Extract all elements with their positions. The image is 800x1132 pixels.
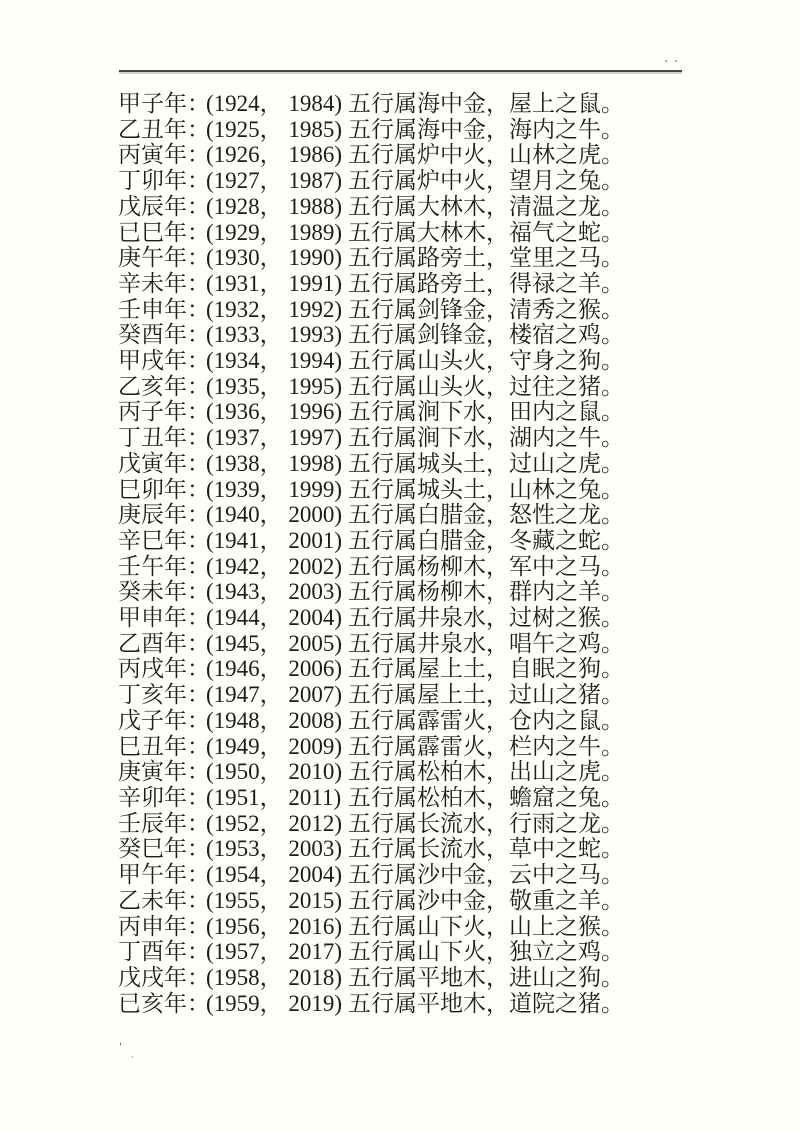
element-animal-description: 五行属涧下水，湖内之牛。 (348, 425, 624, 451)
element-animal-description: 五行属平地木，进山之狗。 (348, 964, 624, 990)
corner-dots: .. (663, 52, 683, 65)
ganzhi-year-label: 丙寅年： (118, 142, 210, 168)
ganzhi-year-label: 甲子年： (118, 91, 210, 116)
element-animal-description: 五行属山头火，过往之猪。 (348, 373, 624, 399)
gregorian-years-value: (1955， 2015) (206, 887, 343, 913)
element-animal-description: 五行属涧下水，田内之鼠。 (348, 399, 624, 425)
table-row (118, 811, 718, 837)
element-animal-description: 五行属剑锋金，清秀之猴。 (348, 296, 624, 322)
gregorian-years-value: (1934， 1994) (206, 348, 343, 374)
table-row (118, 656, 718, 682)
gregorian-years-value: (1948， 2008) (206, 707, 343, 733)
table-row (118, 759, 718, 785)
table-row (118, 682, 718, 708)
element-animal-description: 五行属城头土，过山之虎。 (348, 450, 624, 476)
table-row (118, 605, 718, 631)
ganzhi-year-label: 癸巳年： (118, 836, 210, 862)
gregorian-years-value: (1930， 1990) (206, 245, 343, 271)
ganzhi-year-label: 庚辰年： (118, 502, 210, 528)
element-animal-description: 五行属杨柳木，军中之马。 (348, 553, 624, 579)
gregorian-years-value: (1929， 1989) (206, 219, 343, 245)
ganzhi-year-label: 庚午年： (118, 245, 210, 271)
gregorian-years-value: (1950， 2010) (206, 759, 343, 785)
gregorian-years-value: (1937， 1997) (206, 425, 343, 451)
element-animal-description: 五行属松柏木，出山之虎。 (348, 759, 624, 785)
element-animal-description: 五行属炉中火，望月之兔。 (348, 168, 624, 194)
footer-speck-2: · (131, 1053, 134, 1063)
gregorian-years-value: (1936， 1996) (206, 399, 343, 425)
footer-speck-1: ' (119, 1042, 122, 1053)
zodiac-year-list (118, 91, 718, 1016)
element-animal-description: 五行属大林木，福气之蛇。 (348, 219, 624, 245)
gregorian-years-value: (1951， 2011) (206, 784, 342, 810)
table-row (118, 142, 718, 168)
ganzhi-year-label: 癸未年： (118, 579, 210, 605)
ganzhi-year-label: 辛巳年： (118, 527, 210, 553)
gregorian-years-value: (1959， 2019) (206, 990, 343, 1016)
ganzhi-year-label: 壬辰年： (118, 810, 210, 836)
table-row (118, 91, 718, 117)
ganzhi-year-label: 戊子年： (118, 707, 210, 733)
element-animal-description: 五行属山下火，山上之猴。 (348, 913, 624, 939)
table-row (118, 477, 718, 503)
gregorian-years-value: (1926， 1986) (206, 142, 343, 168)
table-row (118, 348, 718, 374)
gregorian-years-value: (1945， 2005) (206, 630, 343, 656)
table-row (118, 399, 718, 425)
element-animal-description: 五行属杨柳木，群内之羊。 (348, 579, 624, 605)
table-row (118, 528, 718, 554)
element-animal-description: 五行属海中金，海内之牛。 (348, 116, 624, 142)
table-row (118, 502, 718, 528)
gregorian-years-value: (1958， 2018) (206, 964, 343, 990)
gregorian-years-value: (1942， 2002) (206, 553, 343, 579)
ganzhi-year-label: 甲午年： (118, 862, 210, 888)
ganzhi-year-label: 癸酉年： (118, 322, 210, 348)
gregorian-years-value: (1938， 1998) (206, 450, 343, 476)
gregorian-years-value: (1952， 2012) (206, 810, 343, 836)
gregorian-years-value: (1944， 2004) (206, 605, 343, 631)
element-animal-description: 五行属路旁土，堂里之马。 (348, 245, 624, 271)
ganzhi-year-label: 乙亥年： (118, 373, 210, 399)
gregorian-years-value: (1933， 1993) (206, 322, 343, 348)
ganzhi-year-label: 巳丑年： (118, 733, 210, 759)
ganzhi-year-label: 巳卯年： (118, 476, 210, 502)
element-animal-description: 五行属长流水，草中之蛇。 (348, 836, 624, 862)
table-row (118, 220, 718, 246)
gregorian-years-value: (1939， 1999) (206, 476, 343, 502)
table-row (118, 451, 718, 477)
table-row (118, 117, 718, 143)
ganzhi-year-label: 甲申年： (118, 605, 210, 631)
ganzhi-year-label: 庚寅年： (118, 759, 210, 785)
table-row (118, 991, 718, 1017)
ganzhi-year-label: 甲戌年： (118, 348, 210, 374)
element-animal-description: 五行属霹雷火，仓内之鼠。 (348, 707, 624, 733)
gregorian-years-value: (1924， 1984) (206, 91, 343, 116)
ganzhi-year-label: 丁酉年： (118, 939, 210, 965)
table-row (118, 168, 718, 194)
table-row (118, 734, 718, 760)
table-row (118, 579, 718, 605)
element-animal-description: 五行属霹雷火，栏内之牛。 (348, 733, 624, 759)
table-row (118, 194, 718, 220)
table-row (118, 914, 718, 940)
ganzhi-year-label: 乙未年： (118, 887, 210, 913)
ganzhi-year-label: 壬午年： (118, 553, 210, 579)
ganzhi-year-label: 已巳年： (118, 219, 210, 245)
element-animal-description: 五行属松柏木，蟾窟之兔。 (348, 784, 624, 810)
ganzhi-year-label: 丁丑年： (118, 425, 210, 451)
table-row (118, 322, 718, 348)
ganzhi-year-label: 乙丑年： (118, 116, 210, 142)
ganzhi-year-label: 已亥年： (118, 990, 210, 1016)
table-row (118, 245, 718, 271)
ganzhi-year-label: 戊寅年： (118, 450, 210, 476)
element-animal-description: 五行属井泉水，唱午之鸡。 (348, 630, 624, 656)
gregorian-years-value: (1932， 1992) (206, 296, 343, 322)
gregorian-years-value: (1957， 2017) (206, 939, 343, 965)
gregorian-years-value: (1931， 1991) (206, 270, 343, 296)
gregorian-years-value: (1925， 1985) (206, 116, 343, 142)
element-animal-description: 五行属路旁土，得禄之羊。 (348, 270, 624, 296)
table-row (118, 425, 718, 451)
ganzhi-year-label: 戊戌年： (118, 964, 210, 990)
table-row (118, 836, 718, 862)
gregorian-years-value: (1935， 1995) (206, 373, 343, 399)
table-row (118, 888, 718, 914)
table-row (118, 554, 718, 580)
table-row (118, 862, 718, 888)
gregorian-years-value: (1943， 2003) (206, 579, 343, 605)
element-animal-description: 五行属山下火，独立之鸡。 (348, 939, 624, 965)
element-animal-description: 五行属大林木，清温之龙。 (348, 193, 624, 219)
ganzhi-year-label: 壬申年： (118, 296, 210, 322)
ganzhi-year-label: 丁亥年： (118, 682, 210, 708)
gregorian-years-value: (1941， 2001) (206, 527, 343, 553)
table-row (118, 297, 718, 323)
gregorian-years-value: (1946， 2006) (206, 656, 343, 682)
table-row (118, 785, 718, 811)
table-row (118, 374, 718, 400)
element-animal-description: 五行属屋上土，自眠之狗。 (348, 656, 624, 682)
element-animal-description: 五行属白腊金，冬藏之蛇。 (348, 527, 624, 553)
ganzhi-year-label: 乙酉年： (118, 630, 210, 656)
element-animal-description: 五行属白腊金，怒性之龙。 (348, 502, 624, 528)
ganzhi-year-label: 辛未年： (118, 270, 210, 296)
element-animal-description: 五行属屋上土，过山之猪。 (348, 682, 624, 708)
gregorian-years-value: (1947， 2007) (206, 682, 343, 708)
ganzhi-year-label: 戊辰年： (118, 193, 210, 219)
table-row (118, 965, 718, 991)
table-row (118, 708, 718, 734)
header-rule (119, 70, 682, 72)
gregorian-years-value: (1940， 2000) (206, 502, 343, 528)
gregorian-years-value: (1953， 2003) (206, 836, 343, 862)
ganzhi-year-label: 辛卯年： (118, 784, 210, 810)
gregorian-years-value: (1949， 2009) (206, 733, 343, 759)
table-row (118, 271, 718, 297)
element-animal-description: 五行属剑锋金，楼宿之鸡。 (348, 322, 624, 348)
element-animal-description: 五行属山头火，守身之狗。 (348, 348, 624, 374)
element-animal-description: 五行属平地木，道院之猪。 (348, 990, 624, 1016)
element-animal-description: 五行属炉中火，山林之虎。 (348, 142, 624, 168)
element-animal-description: 五行属长流水，行雨之龙。 (348, 810, 624, 836)
element-animal-description: 五行属沙中金，敬重之羊。 (348, 887, 624, 913)
gregorian-years-value: (1927， 1987) (206, 168, 343, 194)
ganzhi-year-label: 丁卯年： (118, 168, 210, 194)
table-row (118, 631, 718, 657)
ganzhi-year-label: 丙子年： (118, 399, 210, 425)
element-animal-description: 五行属海中金，屋上之鼠。 (348, 91, 624, 116)
ganzhi-year-label: 丙戌年： (118, 656, 210, 682)
ganzhi-year-label: 丙申年： (118, 913, 210, 939)
element-animal-description: 五行属井泉水，过树之猴。 (348, 605, 624, 631)
element-animal-description: 五行属城头土，山林之兔。 (348, 476, 624, 502)
gregorian-years-value: (1954， 2004) (206, 862, 343, 888)
element-animal-description: 五行属沙中金，云中之马。 (348, 862, 624, 888)
gregorian-years-value: (1928， 1988) (206, 193, 343, 219)
table-row (118, 939, 718, 965)
gregorian-years-value: (1956， 2016) (206, 913, 343, 939)
